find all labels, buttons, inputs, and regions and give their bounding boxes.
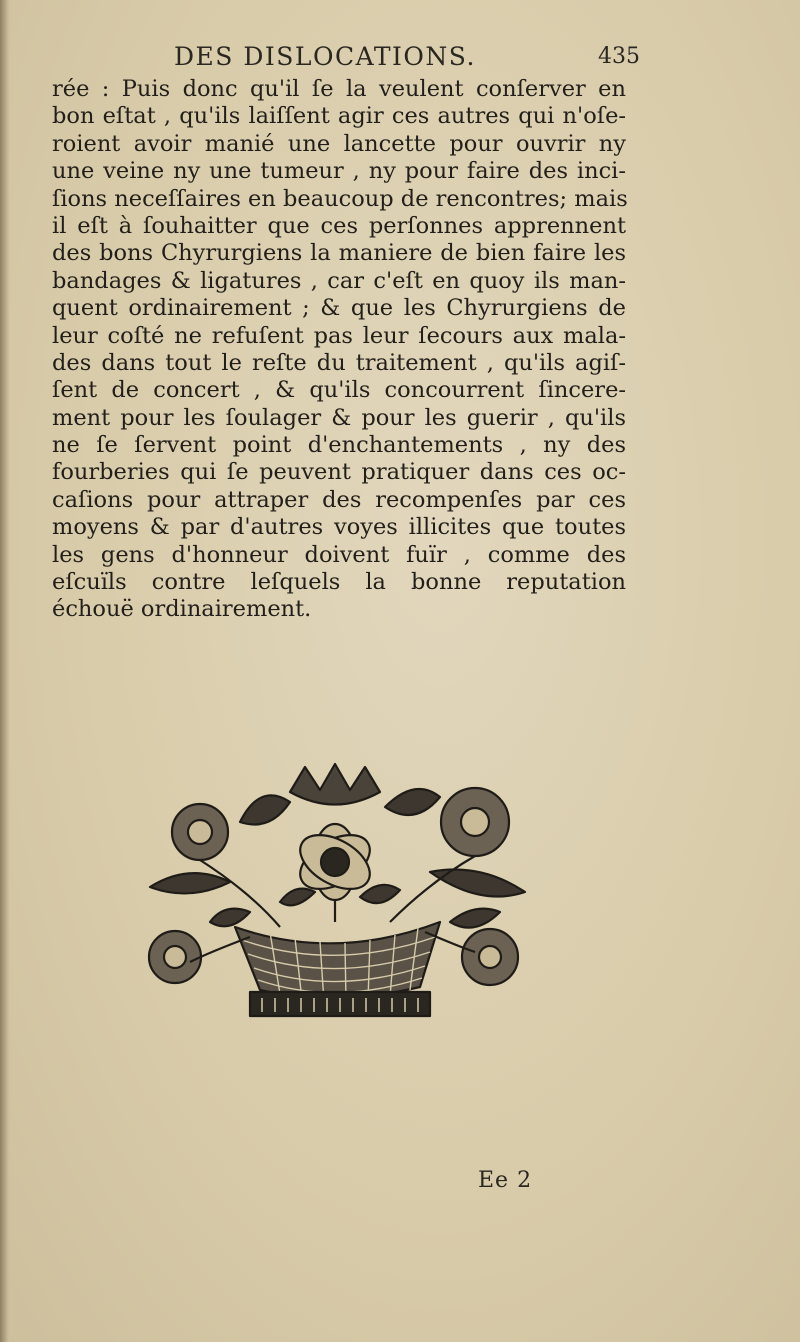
text-line: bon eſtat , qu'ils laiſſent agir ces autres qui n'oſe-	[52, 103, 626, 130]
text-line: ne ſe ſervent point d'enchantements , ny des	[52, 432, 626, 459]
text-line: leur coſté ne refuſent pas leur ſecours aux mala-	[52, 322, 626, 349]
body-text	[52, 76, 626, 624]
flower-basket-woodcut-icon	[130, 762, 540, 1027]
text-line: quent ordinairement ; & que les Chyrurgiens de	[52, 295, 626, 322]
signature-mark: Ee 2	[478, 1168, 533, 1193]
text-line: caſions pour attraper des recompenſes par ces	[52, 486, 626, 513]
text-line: fourberies qui ſe peuvent pratiquer dans ces oc-	[52, 459, 626, 486]
text-line: des bons Chyrurgiens la maniere de bien faire les	[52, 240, 626, 267]
running-head: DES DISLOCATIONS.	[174, 42, 476, 71]
text-line: ment pour les ſoulager & pour les guerir , qu'ils	[52, 404, 626, 431]
page-number: 435	[598, 44, 640, 69]
text-line: bandages & ligatures , car c'eſt en quoy ils man-	[52, 267, 626, 294]
page-header	[150, 36, 640, 76]
text-line: rée : Puis donc qu'il ſe la veulent conſerver en	[52, 76, 626, 102]
text-line: eſcuïls contre leſquels la bonne reputation	[52, 569, 626, 596]
text-line: échouë ordinairement.	[52, 596, 312, 623]
text-line: des dans tout le reſte du traitement , qu'ils agiſ-	[52, 349, 626, 376]
text-line: ſent de concert , & qu'ils concourrent ſincere-	[52, 377, 626, 404]
text-line: une veine ny une tumeur , ny pour faire des inci-	[52, 158, 626, 185]
text-line: ſions neceſſaires en beaucoup de rencontres; mais	[52, 185, 628, 212]
text-line: moyens & par d'autres voyes illicites que toutes	[52, 514, 626, 541]
text-line: il eſt à ſouhaitter que ces perſonnes apprennent	[52, 212, 626, 239]
text-line: roient avoir manié une lancette pour ouvrir ny	[52, 130, 626, 157]
text-line: les gens d'honneur doivent fuïr , comme des	[52, 541, 626, 568]
